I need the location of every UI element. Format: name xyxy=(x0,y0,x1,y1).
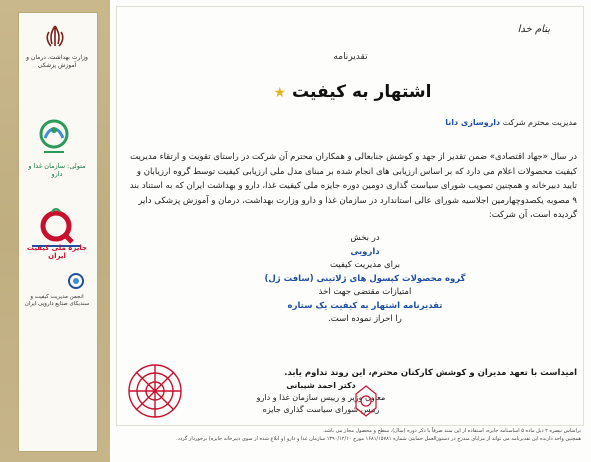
fda-logo-icon xyxy=(36,118,72,158)
product-group: گروه محصولات کپسول های ژلاتینی (سافت ژل) xyxy=(264,273,466,284)
footnote xyxy=(121,428,581,443)
association-text: انجمن مدیریت کیفیت و سندیکای صنایع دارویی ایران xyxy=(24,294,90,307)
for-quality-label: برای مدیریت کیفیت xyxy=(329,260,401,270)
ministry-logo xyxy=(22,20,92,110)
closing-wish: امیداست با تعهد مدیران و کوشش کارکنان محترم، این روند تداوم یابد. xyxy=(284,368,577,378)
quality-award-text: جایزه ملی کیفیت ایران xyxy=(26,244,88,260)
association-logo-icon xyxy=(24,268,92,294)
in-section-label: در بخش xyxy=(350,233,380,243)
certificate-body xyxy=(110,0,591,462)
headline-text: اشتهار به کیفیت xyxy=(292,82,432,102)
signer-name: دکتر احمد شیبانی xyxy=(286,381,356,390)
addressee xyxy=(137,118,577,127)
footnote-line-2: همچنین واحد دارنده این تقدیرنامه می تواند از مزایای مندرج در دستورالعمل حمایتی شماره ۱۶۸۱/۱۵۷۸۱ مورخ ۱۳۹۰/۱۲/۱۰ سازمان غذا و دارو (و ابلاغ شده از سوی دبیرخانه جایزه) برخوردار گردد. xyxy=(176,435,581,442)
addressee-prefix: مدیریت محترم شرکت xyxy=(502,118,577,127)
award-details xyxy=(200,232,530,327)
certificate-paragraph: در سال «جهاد اقتصادی» ضمن تقدیر از جهد و کوشش جنابعالی و همکاران محترم آن شرکت در راستای تقویت و ارتقاء مدیریت کیفیت محصولات اعلام می دارد که بر اساس ارزیابی های انجام شده بر مبنای مدل ملی ارزیابی کیفیت توسط گروه ارزیابان و تایید دبیرخانه و همچنین تصویب شورای سیاست گذاری دومین دوره جایزه ملی کیفیت غذا، دارو و بهداشت ایران که به استناد بند ۹ مصوبه یکصدوچهارمین اجلاسیه شورای عالی استاندارد در سازمان غذا و دارو وزارت بهداشت، درمان و آموزش پزشکی دایر گردیده است، آن شرکت: xyxy=(129,152,577,220)
ornament-stamp-icon xyxy=(124,360,186,422)
footnote-line-1: براساس تبصره ۲ ذیل ماده ۵ اساسنامه جایزه، استفاده از این سند صرفاً با ذکر دوره (سال)، سطح و محصول مجاز می باشد. xyxy=(322,428,581,434)
star-icon: ★ xyxy=(273,85,287,101)
company-name: داروسازی دانا xyxy=(445,118,501,127)
achieved-label: را احراز نموده است. xyxy=(328,314,402,324)
ministry-text: وزارت بهداشت، درمان و آموزش پزشکی xyxy=(26,54,88,69)
ornament-small-icon xyxy=(352,384,380,418)
bismillah: بنام خدا xyxy=(517,24,550,35)
headline xyxy=(110,82,591,102)
fda-label: متولی: سازمان غذا و دارو xyxy=(28,162,86,178)
certificate-title: تقدیرنامه xyxy=(333,52,368,62)
award-name: تقدیرنامه اشتهار به کیفیت یک ستاره xyxy=(287,300,443,311)
iran-emblem-icon xyxy=(42,24,68,50)
signer-title-1: معاون وزیر و رییس سازمان غذا و دارو xyxy=(256,393,386,402)
points-label: امتیازات مقتضی جهت اخذ xyxy=(318,287,412,297)
signer-title-2: رییس شورای سیاست گذاری جایزه xyxy=(262,405,380,414)
section-name: دارویی xyxy=(350,246,380,257)
